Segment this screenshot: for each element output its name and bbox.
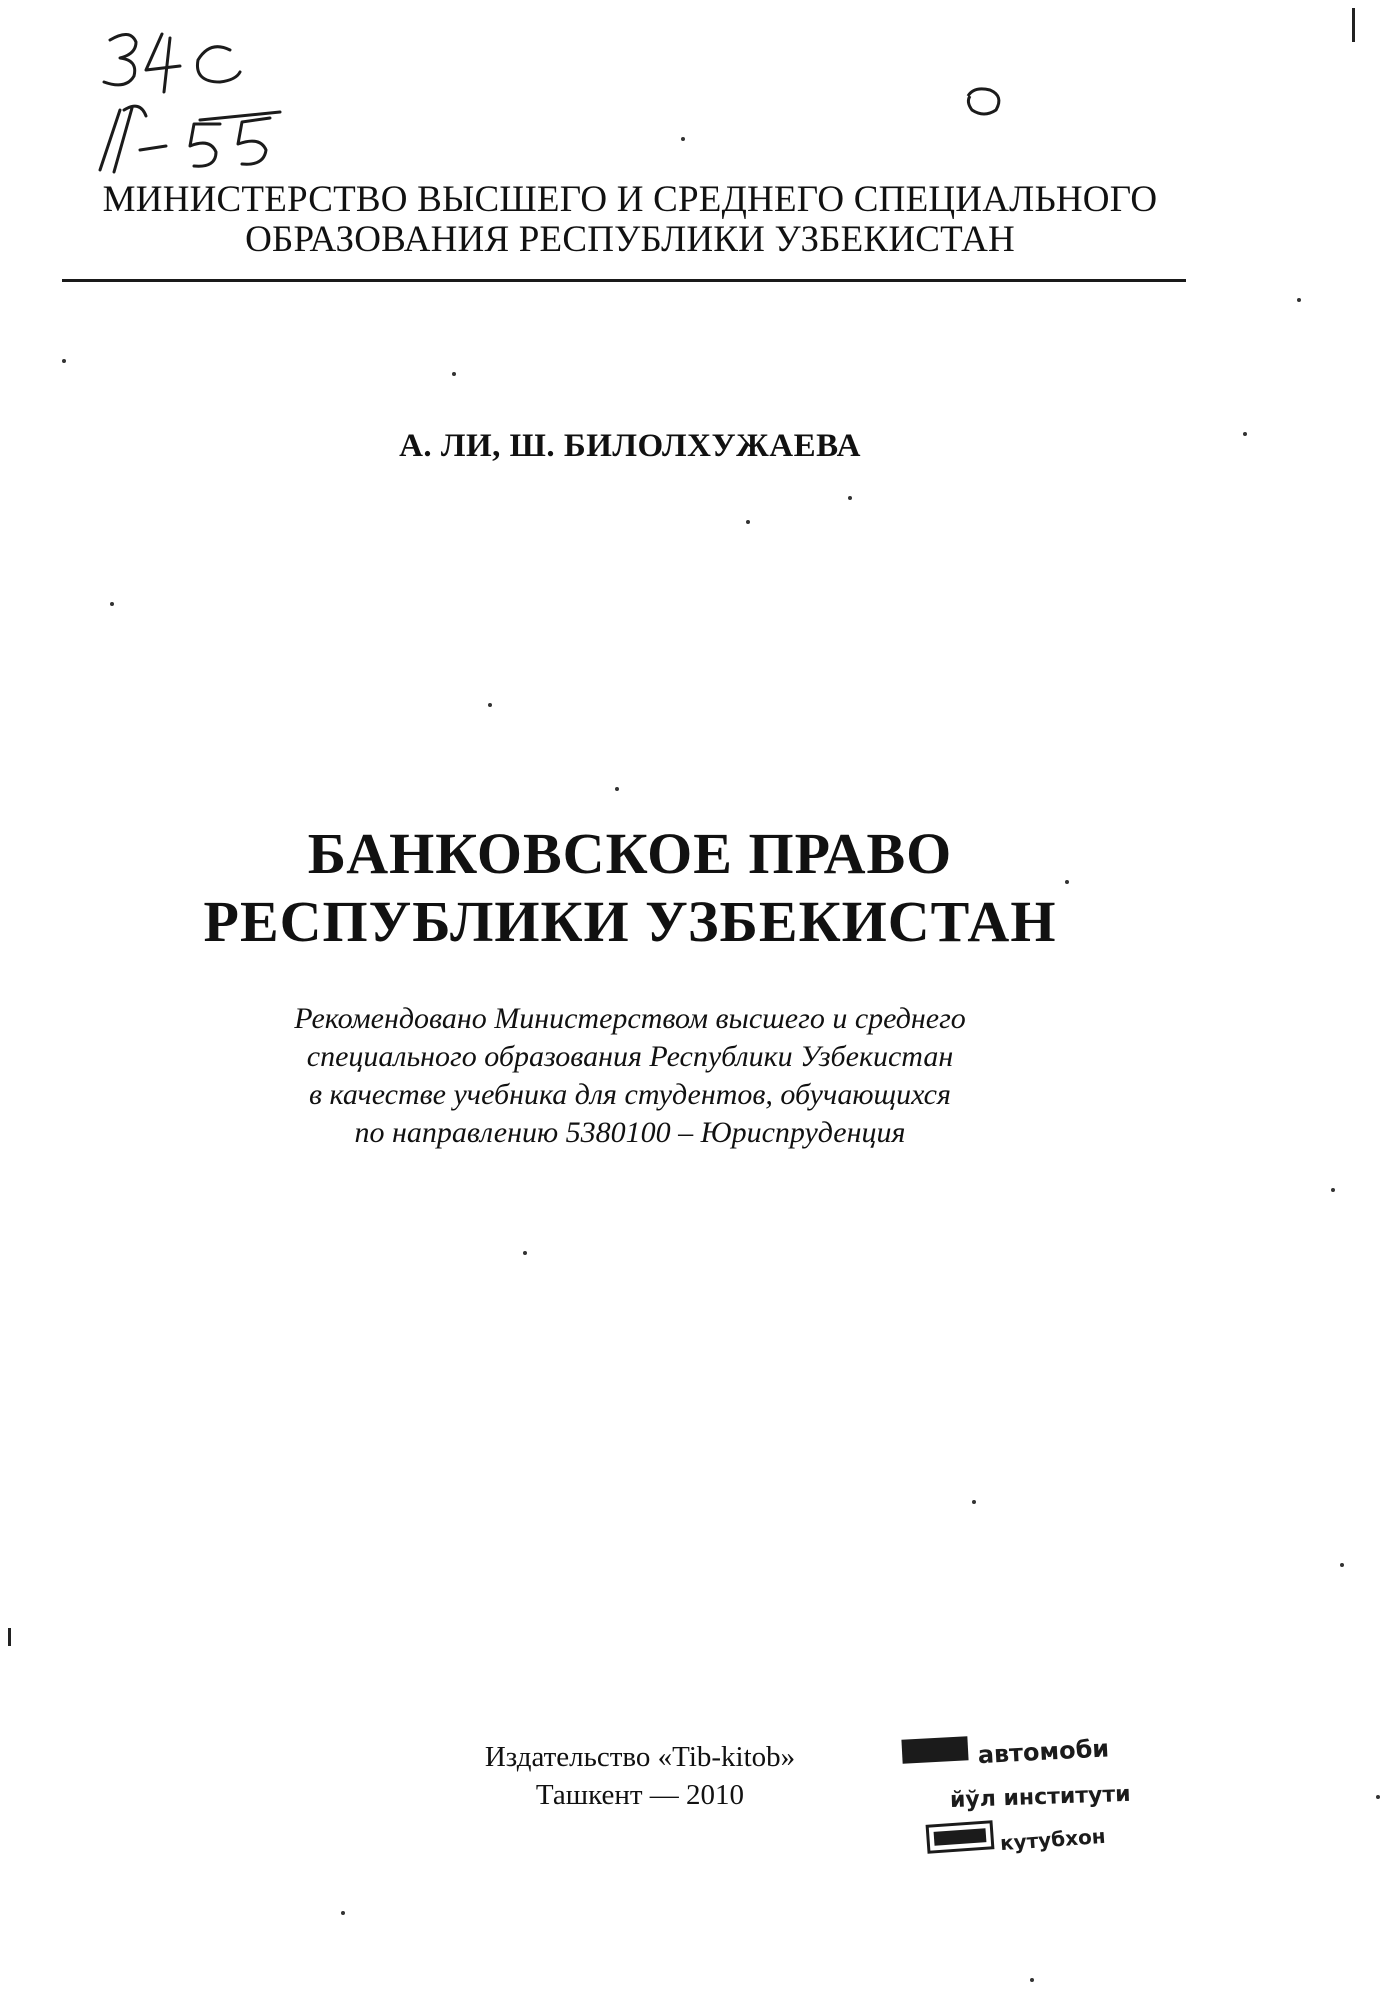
ministry-line: ОБРАЗОВАНИЯ РЕСПУБЛИКИ УЗБЕКИСТАН xyxy=(245,219,1015,260)
scan-speck xyxy=(62,359,66,363)
svg-text:автомоби: автомоби xyxy=(977,1734,1110,1770)
svg-text:йўл институти: йўл институти xyxy=(949,1781,1131,1814)
scan-speck xyxy=(488,703,492,707)
handwritten-circle-mark xyxy=(960,82,1010,122)
publisher-imprint xyxy=(440,1738,840,1814)
recommendation-note xyxy=(0,1000,1260,1152)
scan-speck xyxy=(1297,298,1301,302)
handwritten-shelf-mark xyxy=(70,20,330,180)
recommendation-line: специального образования Республики Узбекистан xyxy=(306,1040,954,1073)
scan-speck xyxy=(452,372,456,376)
book-title xyxy=(0,820,1260,956)
scan-speck xyxy=(746,520,750,524)
book-title-line: БАНКОВСКОЕ ПРАВО xyxy=(307,821,953,886)
scan-speck xyxy=(848,496,852,500)
book-title-line: РЕСПУБЛИКИ УЗБЕКИСТАН xyxy=(203,889,1057,954)
scan-speck xyxy=(1065,880,1069,884)
scan-speck xyxy=(1331,1188,1335,1192)
scan-speck xyxy=(523,1251,527,1255)
scan-speck xyxy=(1030,1978,1034,1982)
scan-speck xyxy=(1376,1795,1380,1799)
publisher-name: Издательство «Tib-kitob» xyxy=(484,1741,796,1773)
recommendation-line: по направлению 5380100 – Юриспруденция xyxy=(354,1116,906,1149)
library-stamp xyxy=(900,1728,1180,1858)
scan-speck xyxy=(110,602,114,606)
scan-speck xyxy=(615,787,619,791)
header-divider xyxy=(62,279,1186,282)
scan-speck xyxy=(341,1911,345,1915)
recommendation-line: в качестве учебника для студентов, обучающихся xyxy=(309,1078,951,1111)
ministry-line: МИНИСТЕРСТВО ВЫСШЕГО И СРЕДНЕГО СПЕЦИАЛЬНОГО xyxy=(102,179,1158,220)
svg-text:кутубхон: кутубхон xyxy=(999,1823,1107,1856)
ministry-heading xyxy=(60,180,1200,260)
scan-speck xyxy=(681,137,685,141)
library-stamp-drawing xyxy=(900,1728,1180,1858)
authors: А. ЛИ, Ш. БИЛОЛХУЖАЕВА xyxy=(399,428,861,464)
scan-speck xyxy=(1243,432,1247,436)
scan-edge-mark xyxy=(1352,8,1355,42)
scan-speck xyxy=(1340,1563,1344,1567)
publisher-city-year: Ташкент — 2010 xyxy=(535,1779,745,1811)
recommendation-line: Рекомендовано Министерством высшего и среднего xyxy=(294,1002,966,1035)
scan-edge-mark xyxy=(8,1628,11,1646)
scan-speck xyxy=(972,1500,976,1504)
handwritten-shelf-mark-drawing xyxy=(70,20,330,180)
